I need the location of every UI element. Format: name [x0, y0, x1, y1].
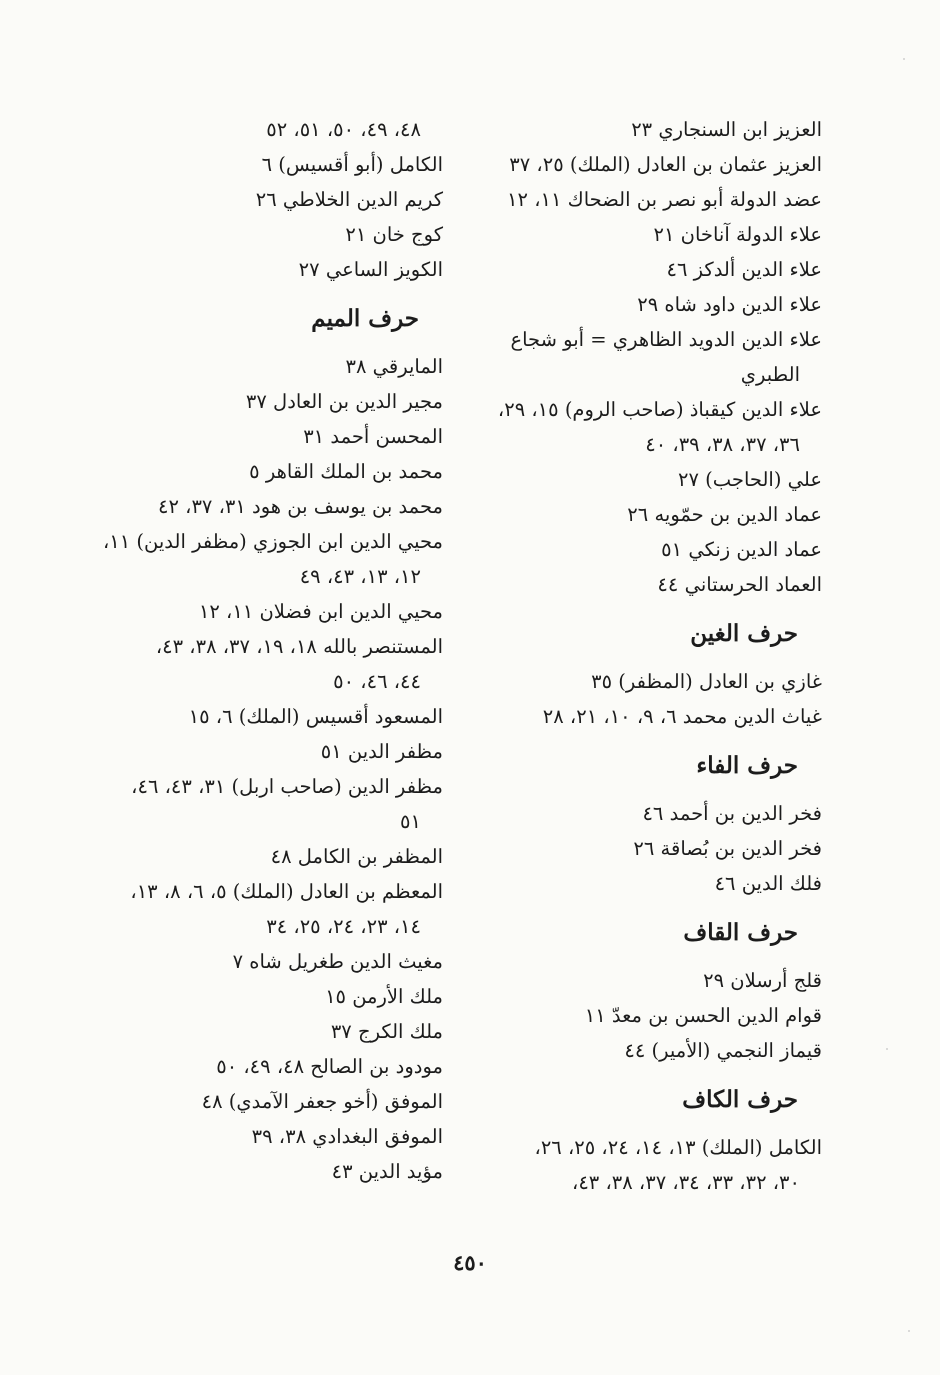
index-entry [78, 384, 443, 419]
index-entry-text: محيي الدين ابن الجوزي (مظفر الدين) ١١، [102, 530, 443, 553]
index-entry-text: علاء الدين داود شاه ٢٩ [637, 293, 822, 316]
index-entry [78, 979, 443, 1014]
index-entry-text: علاء الدين كيقباذ (صاحب الروم) ١٥، ٢٩، [497, 398, 822, 421]
index-entry [78, 419, 443, 454]
index-entry [78, 594, 443, 629]
paper-speck [886, 1048, 888, 1050]
index-entry [460, 1033, 822, 1068]
index-entry [460, 664, 822, 699]
index-entry-text: مودود بن الصالح ٤٨، ٤٩، ٥٠ [216, 1055, 443, 1078]
paper-speck [908, 1330, 910, 1332]
index-entry-continuation: ٥١ [400, 810, 421, 833]
index-entry [78, 1014, 443, 1049]
index-entry [460, 182, 822, 217]
index-entry [78, 699, 443, 734]
index-entry [460, 112, 822, 147]
index-entry-text: الموفق (أخو جعفر الآمدي) ٤٨ [201, 1090, 443, 1113]
index-entry-text: عضد الدولة أبو نصر بن الضحاك ١١، ١٢ [507, 188, 822, 211]
index-entry-text: غازي بن العادل (المظفر) ٣٥ [591, 670, 822, 693]
index-entry-text: المستنصر بالله ١٨، ١٩، ٣٧، ٣٨، ٤٣، [155, 635, 443, 658]
index-entry [78, 489, 443, 524]
index-entry [78, 112, 443, 147]
index-entry [78, 839, 443, 874]
index-entry [460, 497, 822, 532]
index-entry-text: العماد الحرستاني ٤٤ [657, 573, 822, 596]
index-entry-continuation: ٤٤، ٤٦، ٥٠ [333, 670, 421, 693]
index-entry [460, 866, 822, 901]
index-column-right [460, 112, 822, 1200]
index-entry-text: كريم الدين الخلاطي ٢٦ [255, 188, 443, 211]
index-entry-text: علي (الحاجب) ٢٧ [678, 468, 822, 491]
index-entry [78, 217, 443, 252]
section-heading: حرف الغين [690, 620, 798, 647]
index-entry [78, 182, 443, 217]
index-entry-text: علاء الدين الدويد الظاهري = أبو شجاع [510, 328, 822, 351]
page-number: ٤٥٠ [453, 1250, 487, 1275]
index-column-left [78, 112, 443, 1189]
index-entry-text: محمد بن يوسف بن هود ٣١، ٣٧، ٤٢ [157, 495, 443, 518]
index-entry [78, 734, 443, 769]
index-entry [78, 944, 443, 979]
index-entry [78, 1049, 443, 1084]
index-entry [460, 147, 822, 182]
section-heading: حرف الفاء [696, 752, 798, 779]
index-entry-text: قوام الدين الحسن بن معدّ ١١ [584, 1004, 822, 1027]
index-entry [78, 1119, 443, 1154]
index-entry [460, 998, 822, 1033]
index-entry [78, 629, 443, 699]
index-entry-text: ٤٨، ٤٩، ٥٠، ٥١، ٥٢ [266, 118, 421, 141]
section-heading: حرف الكاف [682, 1086, 798, 1113]
index-entry-text: مغيث الدين طغريل شاه ٧ [232, 950, 443, 973]
index-entry-text: محمد بن الملك القاهر ٥ [249, 460, 443, 483]
index-entry [460, 831, 822, 866]
index-entry [78, 349, 443, 384]
index-entry [460, 532, 822, 567]
index-entry-text: مظفر الدين ٥١ [320, 740, 443, 763]
index-entry [78, 874, 443, 944]
index-entry-text: غياث الدين محمد ٦، ٩، ١٠، ٢١، ٢٨ [542, 705, 822, 728]
index-entry-continuation: الطبري [740, 363, 800, 386]
index-entry [78, 1084, 443, 1119]
index-entry [460, 462, 822, 497]
index-entry [460, 1130, 822, 1200]
section-heading: حرف القاف [683, 919, 798, 946]
index-entry-text: ملك الكرج ٣٧ [330, 1020, 443, 1043]
index-entry-text: كوج خان ٢١ [345, 223, 443, 246]
index-entry-text: فلك الدين ٤٦ [714, 872, 822, 895]
index-entry [460, 963, 822, 998]
index-entry-text: عماد الدين بن حمّويه ٢٦ [627, 503, 822, 526]
index-entry-text: الكامل (الملك) ١٣، ١٤، ٢٤، ٢٥، ٢٦، [534, 1136, 822, 1159]
index-entry-text: علاء الدين ألدكز ٤٦ [666, 258, 822, 281]
section-heading: حرف الميم [311, 305, 419, 332]
index-entry-text: المحسن أحمد ٣١ [303, 425, 443, 448]
index-entry-text: قيماز النجمي (الأمير) ٤٤ [624, 1039, 822, 1062]
index-entry-text: الكامل (أبو أقسيس) ٦ [261, 153, 443, 176]
paper-speck [903, 58, 905, 60]
index-entry [460, 392, 822, 462]
index-entry-text: مجير الدين بن العادل ٣٧ [245, 390, 443, 413]
index-entry-text: الكويز الساعي ٢٧ [298, 258, 443, 281]
index-entry [460, 322, 822, 392]
index-entry-text: العزيز عثمان بن العادل (الملك) ٢٥، ٣٧ [509, 153, 822, 176]
index-entry-text: عماد الدين زنكي ٥١ [661, 538, 822, 561]
index-entry-text: فخر الدين بن أحمد ٤٦ [642, 802, 822, 825]
index-entry [460, 287, 822, 322]
index-entry-text: فخر الدين بن بُصاقة ٢٦ [633, 837, 822, 860]
index-entry [78, 769, 443, 839]
index-entry [78, 524, 443, 594]
index-entry-text: ملك الأرمن ١٥ [325, 985, 443, 1008]
index-entry-continuation: ١٤، ٢٣، ٢٤، ٢٥، ٣٤ [266, 915, 421, 938]
index-entry [460, 567, 822, 602]
index-entry-text: العزيز ابن السنجاري ٢٣ [631, 118, 822, 141]
index-entry-text: المايرقي ٣٨ [345, 355, 443, 378]
index-entry [460, 252, 822, 287]
index-entry-text: محيي الدين ابن فضلان ١١، ١٢ [198, 600, 443, 623]
index-entry [78, 147, 443, 182]
index-entry-text: علاء الدولة آناخان ٢١ [653, 223, 822, 246]
index-entry-text: الموفق البغدادي ٣٨، ٣٩ [251, 1125, 443, 1148]
index-entry [78, 1154, 443, 1189]
index-entry-text: مظفر الدين (صاحب اربل) ٣١، ٤٣، ٤٦، [131, 775, 443, 798]
index-entry-continuation: ٣٠، ٣٢، ٣٣، ٣٤، ٣٧، ٣٨، ٤٣، [572, 1171, 800, 1194]
index-entry-continuation: ٣٦، ٣٧، ٣٨، ٣٩، ٤٠ [645, 433, 800, 456]
index-entry [78, 454, 443, 489]
index-entry [460, 796, 822, 831]
index-entry-text: المظفر بن الكامل ٤٨ [270, 845, 443, 868]
index-entry [460, 699, 822, 734]
index-entry-text: المسعود أقسيس (الملك) ٦، ١٥ [188, 705, 443, 728]
index-entry [78, 252, 443, 287]
index-entry-text: المعظم بن العادل (الملك) ٥، ٦، ٨، ١٣، [130, 880, 443, 903]
index-entry [460, 217, 822, 252]
index-entry-continuation: ١٢، ١٣، ٤٣، ٤٩ [299, 565, 421, 588]
index-entry-text: قلج أرسلان ٢٩ [703, 969, 822, 992]
index-entry-text: مؤيد الدين ٤٣ [331, 1160, 443, 1183]
